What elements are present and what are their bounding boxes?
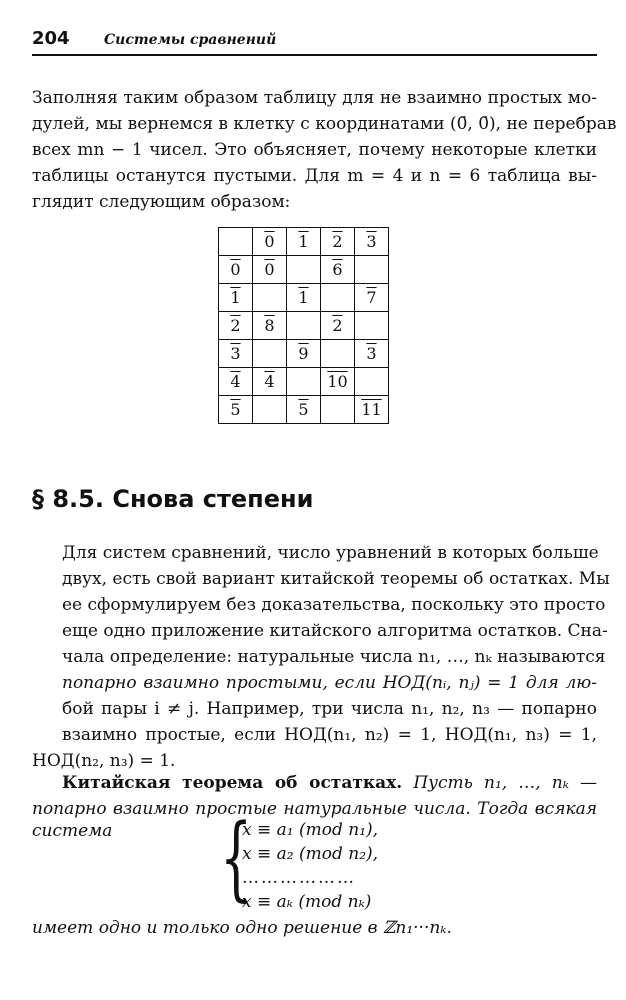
table-cell: 2 [321, 228, 355, 256]
table-cell: 8 [253, 312, 287, 340]
table-cell: 2 [219, 312, 253, 340]
intro-line: глядит следующим образом: [32, 192, 291, 212]
theorem-line: попарно взаимно простые натуральные числа. Тогда всякая [32, 799, 597, 819]
table-cell: 1 [287, 228, 321, 256]
intro-line: Заполняя таким образом таблицу для не взаимно простых мо- [32, 88, 597, 108]
body-line: попарно взаимно простыми, если НОД(nᵢ, nⱼ) = 1 для лю- [62, 673, 597, 693]
body-paragraph [62, 540, 610, 748]
body-line: бой пары i ≠ j. Например, три числа n₁, n₂, n₃ — попарно [62, 699, 597, 719]
table-cell: 3 [355, 340, 389, 368]
running-title: Системы сравнений [104, 32, 277, 48]
table-cell [287, 256, 321, 284]
table-cell: 7 [355, 284, 389, 312]
table-cell [321, 340, 355, 368]
table-cell: 3 [219, 340, 253, 368]
equation-ellipsis: ……………… [242, 868, 356, 888]
table-cell: 5 [219, 396, 253, 424]
table-cell [355, 312, 389, 340]
theorem-name: Китайская теорема об остатках. [62, 773, 403, 793]
residue-table [218, 227, 389, 424]
intro-paragraph [32, 85, 617, 215]
theorem-block [62, 770, 597, 796]
page-header [32, 28, 597, 56]
body-line: НОД(n₂, n₃) = 1. [32, 751, 176, 771]
table-cell: 1 [287, 284, 321, 312]
table-row [219, 312, 389, 340]
table-cell: 0 [253, 256, 287, 284]
table-cell [253, 284, 287, 312]
body-line: еще одно приложение китайского алгоритма остатков. Сна- [62, 621, 608, 641]
table-cell: 9 [287, 340, 321, 368]
intro-line: дулей, мы вернемся в клетку с координатами (0̄, 0̄), не перебрав [32, 114, 617, 134]
equation: x ≡ aₖ (mod nₖ) [242, 892, 372, 912]
body-line: взаимно простые, если НОД(n₁, n₂) = 1, НОД(n₁, n₃) = 1, [62, 725, 597, 745]
body-line: двух, есть свой вариант китайской теоремы об остатках. Мы [62, 569, 610, 589]
table-cell [287, 368, 321, 396]
table-row [219, 256, 389, 284]
table-cell: 5 [287, 396, 321, 424]
theorem-conclusion [32, 915, 597, 941]
table-row [219, 284, 389, 312]
system-equations [242, 818, 442, 914]
table-cell: 4 [219, 368, 253, 396]
table-cell: 0 [219, 256, 253, 284]
table-cell [321, 396, 355, 424]
table-cell [287, 312, 321, 340]
table-cell [253, 396, 287, 424]
equation: x ≡ a₁ (mod n₁), [242, 820, 379, 840]
theorem-line: система [32, 821, 113, 841]
table-cell: 3 [355, 228, 389, 256]
table-cell [253, 340, 287, 368]
table-cell [355, 368, 389, 396]
table-cell: 11 [355, 396, 389, 424]
table-cell: 1 [219, 284, 253, 312]
theorem-line: имеет одно и только одно решение в ℤn₁···nₖ. [32, 918, 452, 938]
theorem-statement: Пусть n₁, …, nₖ — [413, 773, 597, 793]
table-cell: 6 [321, 256, 355, 284]
table-cell [219, 228, 253, 256]
table-cell: 10 [321, 368, 355, 396]
intro-line: всех mn − 1 чисел. Это объясняет, почему некоторые клетки [32, 140, 597, 160]
body-line: Для систем сравнений, число уравнений в которых больше [62, 543, 599, 563]
page-number: 204 [32, 28, 70, 49]
brace-icon: { [220, 804, 253, 911]
theorem-line [62, 770, 597, 796]
table-cell: 4 [253, 368, 287, 396]
table-header-row [219, 228, 389, 256]
body-line: ее сформулируем без доказательства, поскольку это просто [62, 595, 606, 615]
table-row [219, 340, 389, 368]
body-line: чала определение: натуральные числа n₁, …, nₖ называются [62, 647, 606, 667]
intro-line: таблицы останутся пустыми. Для m = 4 и n = 6 таблица вы- [32, 166, 597, 186]
table-cell [355, 256, 389, 284]
table-row [219, 368, 389, 396]
table-cell: 0 [253, 228, 287, 256]
table-cell: 2 [321, 312, 355, 340]
section-title: § 8.5. Снова степени [32, 485, 314, 513]
table-cell [321, 284, 355, 312]
equation: x ≡ a₂ (mod n₂), [242, 844, 379, 864]
table-row [219, 396, 389, 424]
